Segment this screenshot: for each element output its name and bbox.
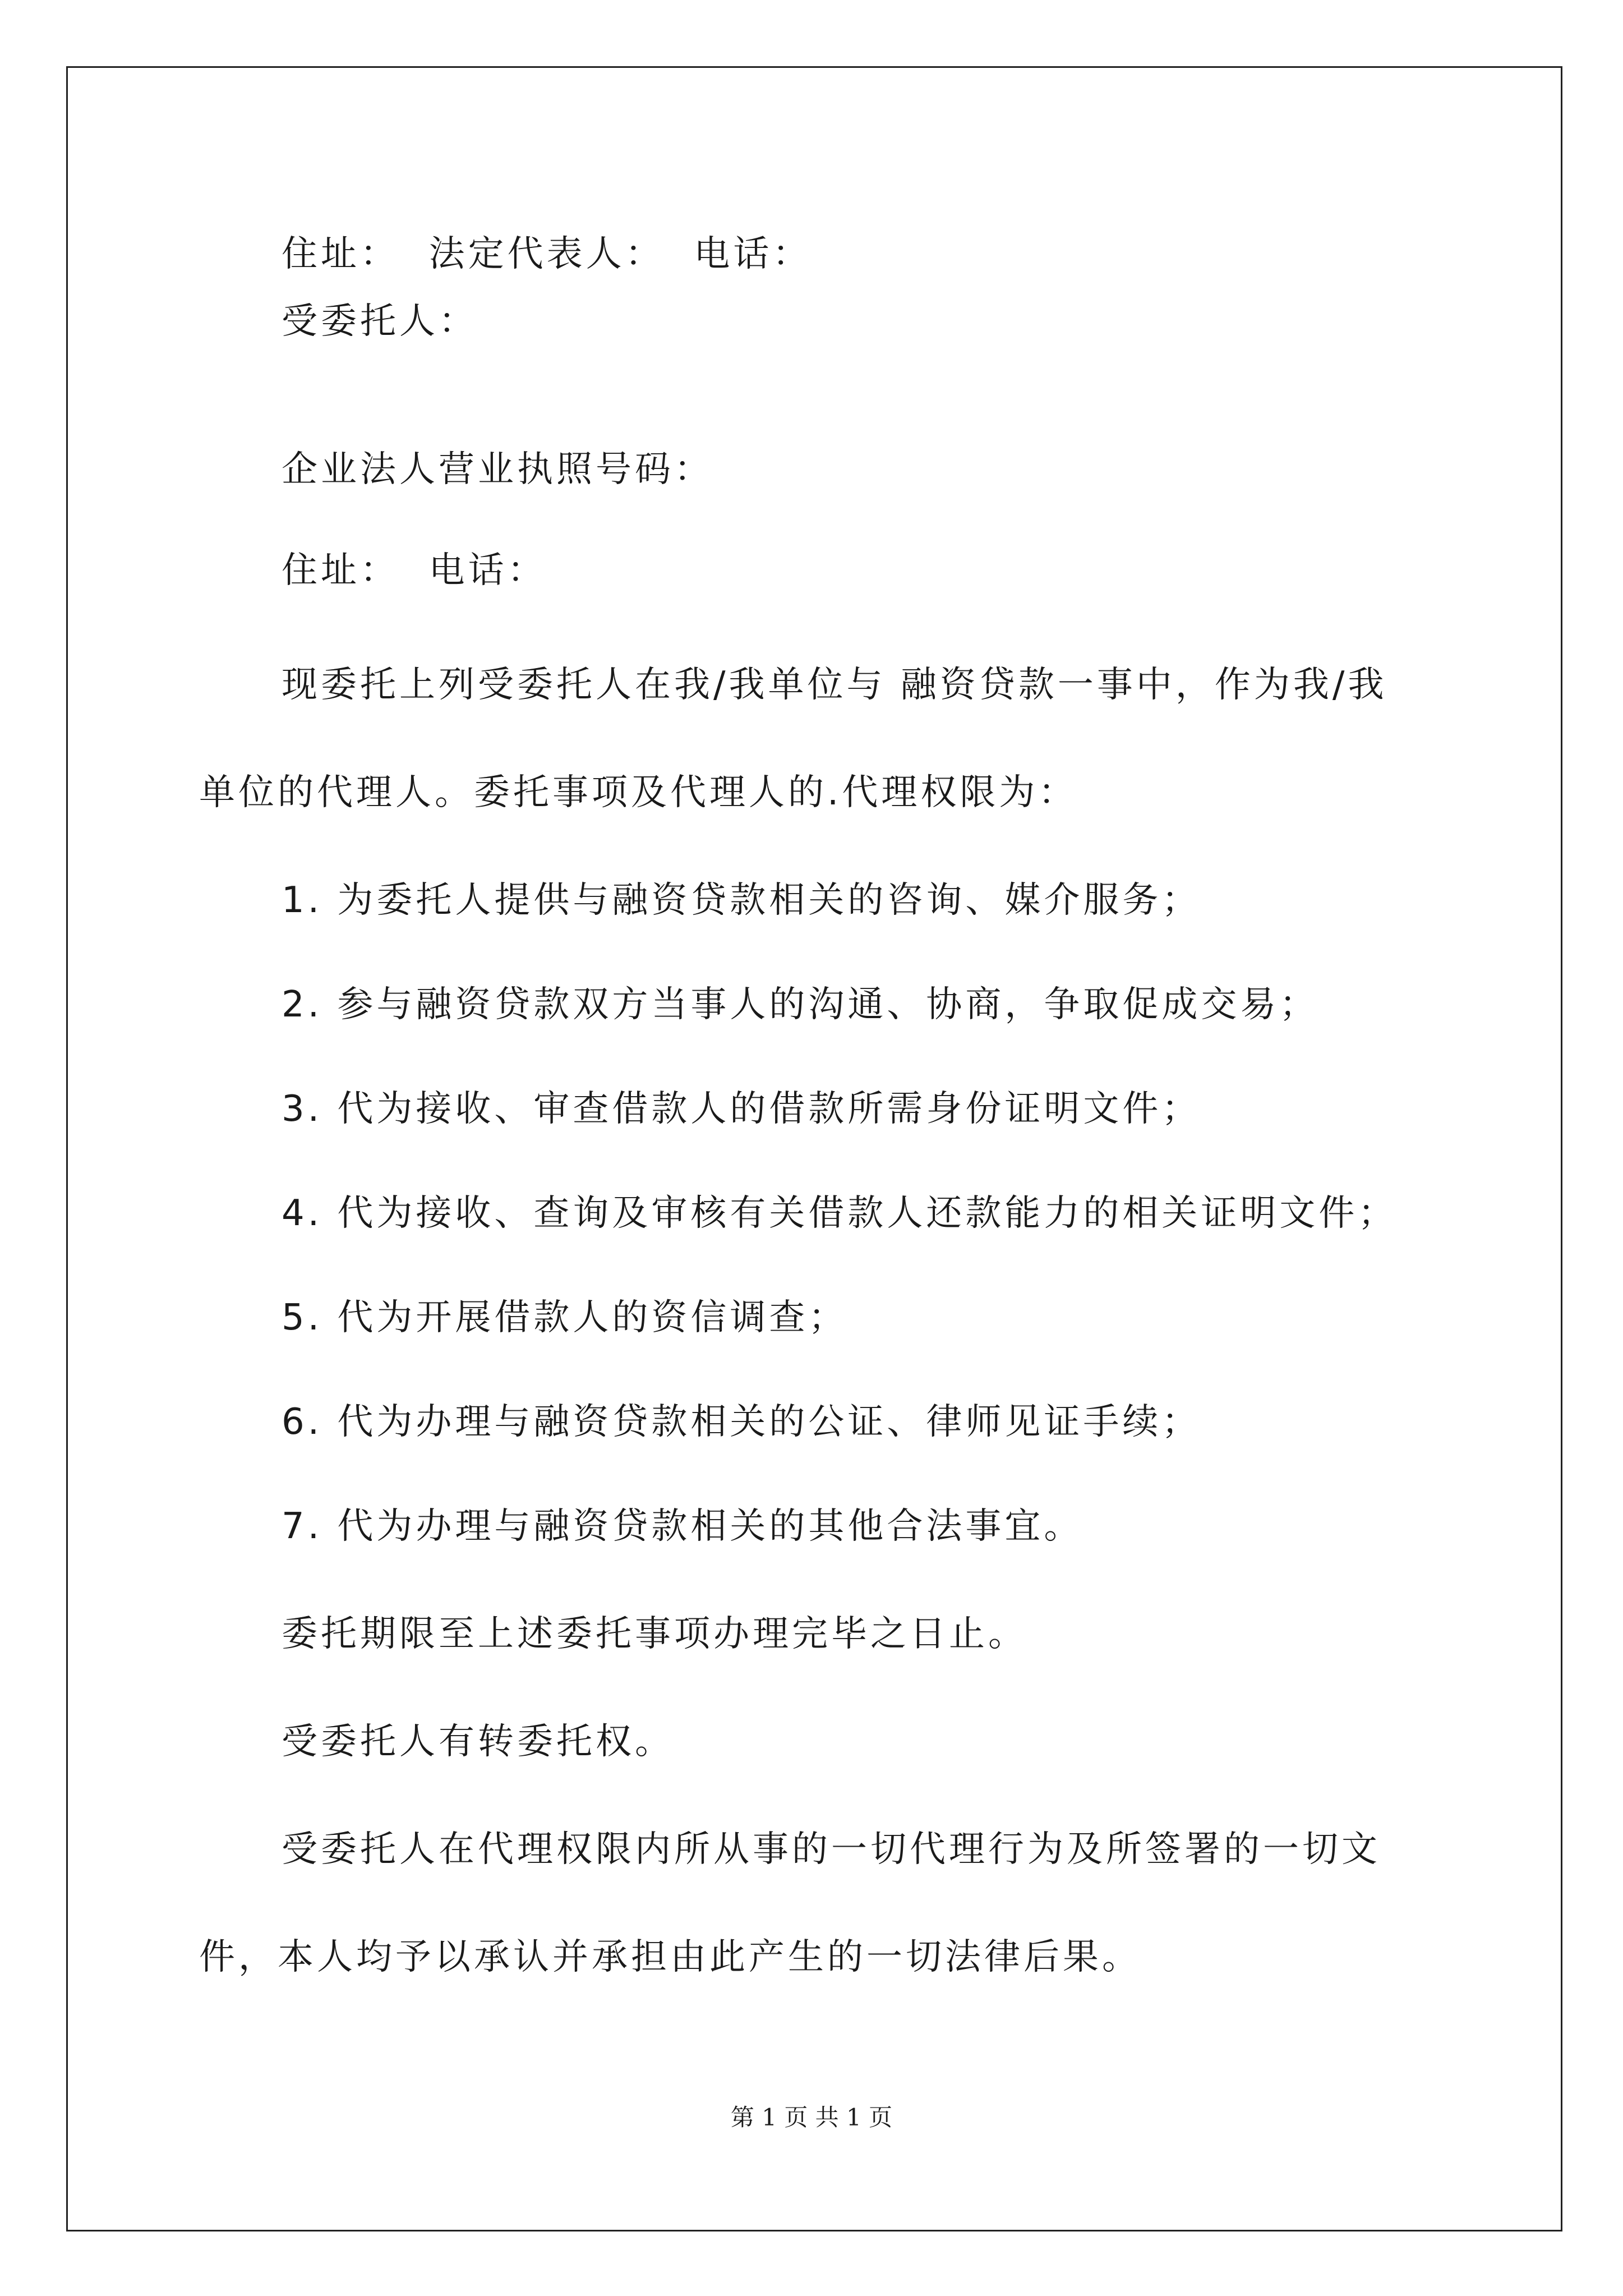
- page-border: [66, 66, 1562, 2231]
- list-item-6: 6. 代为办理与融资贷款相关的公证、律师见证手续；: [282, 1401, 1201, 1443]
- trustee-line: 受委托人：: [282, 301, 478, 342]
- entrust-paragraph-line-1: 现委托上列受委托人在我/我单位与 融资贷款一事中，作为我/我: [282, 664, 1387, 706]
- business-license-line: 企业法人营业执照号码：: [282, 449, 713, 490]
- list-item-5: 5. 代为开展借款人的资信调查；: [282, 1297, 848, 1338]
- list-item-7: 7. 代为办理与融资贷款相关的其他合法事宜。: [282, 1506, 1083, 1547]
- address-phone-line: 住址： 电话：: [282, 550, 547, 591]
- sub-delegation-line: 受委托人有转委托权。: [282, 1721, 674, 1763]
- list-item-3: 3. 代为接收、审查借款人的借款所需身份证明文件；: [282, 1088, 1201, 1130]
- term-line: 委托期限至上述委托事项办理完毕之日止。: [282, 1613, 1027, 1655]
- list-item-1: 1. 为委托人提供与融资贷款相关的咨询、媒介服务；: [282, 880, 1201, 921]
- address-rep-phone-line: 住址： 法定代表人： 电话：: [282, 233, 812, 275]
- acknowledgement-line-2: 件，本人均予以承认并承担由此产生的一切法律后果。: [199, 1936, 1141, 1978]
- page-footer: 第 1 页 共 1 页: [730, 2104, 893, 2131]
- list-item-2: 2. 参与融资贷款双方当事人的沟通、协商，争取促成交易；: [282, 984, 1319, 1025]
- acknowledgement-line-1: 受委托人在代理权限内所从事的一切代理行为及所签署的一切文: [282, 1829, 1381, 1870]
- entrust-paragraph-line-2: 单位的代理人。委托事项及代理人的.代理权限为：: [199, 772, 1078, 813]
- list-item-4: 4. 代为接收、查询及审核有关借款人还款能力的相关证明文件；: [282, 1193, 1398, 1234]
